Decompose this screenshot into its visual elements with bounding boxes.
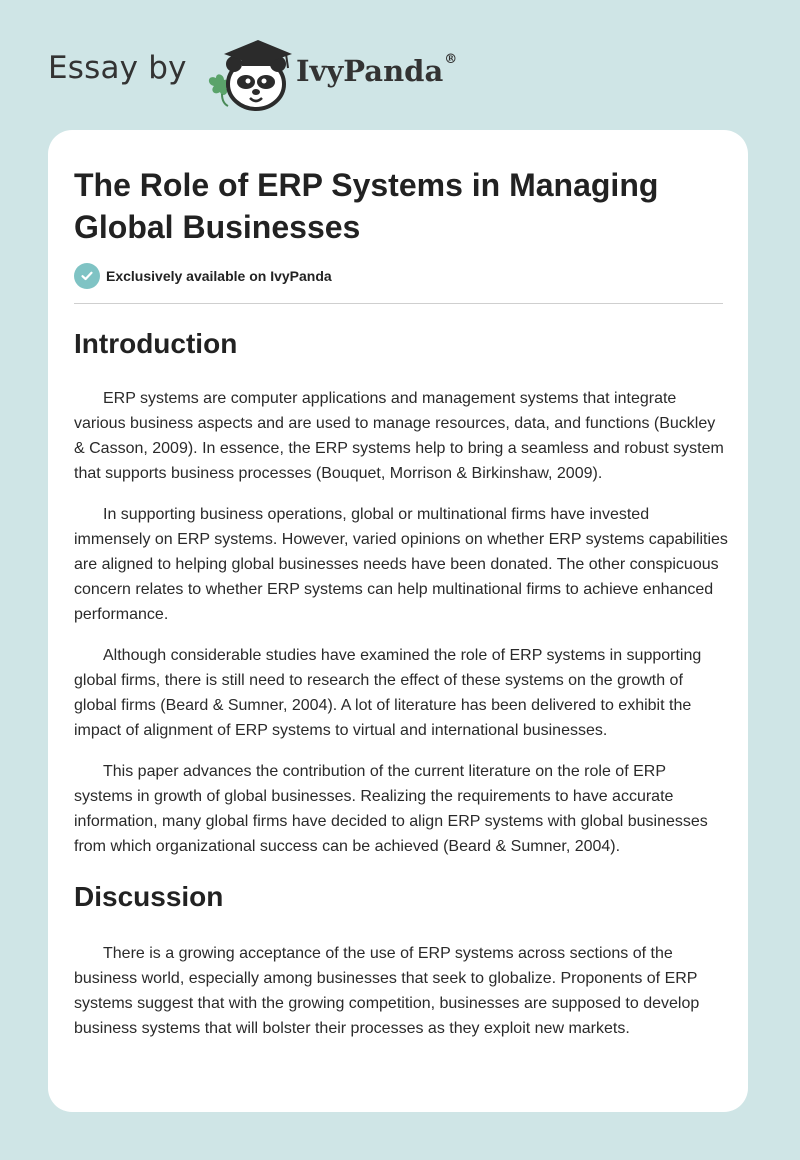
section-heading-introduction: Introduction	[74, 328, 238, 359]
brand-name[interactable]	[296, 54, 457, 88]
exclusive-label: Exclusively available on IvyPanda	[106, 268, 332, 284]
essay-body	[74, 320, 728, 1041]
exclusive-badge	[74, 262, 332, 290]
paragraph: There is a growing acceptance of the use of ERP systems across sections of the business world, especially among businesses that seek to globalize. Proponents of ERP systems suggest that with the growing competition, businesses are supposed to develop business systems that will bolster their processes as they exploit new markets.	[74, 945, 700, 1037]
title-divider	[74, 303, 723, 304]
paragraph: In supporting business operations, global or multinational firms have invested immensely on ERP systems. However, varied opinions on whether ERP systems capabilities are aligned to helping global businesses needs have been donated. The other conspicuous concern relates to whether ERP systems can help multinational firms to achieve enhanced performance.	[74, 506, 728, 623]
paragraph: This paper advances the contribution of the current literature on the role of ERP systems in growth of global businesses. Realizing the requirements to have accurate information, many global firms have decided to align ERP systems with global businesses from which organizational success can be achieved (Beard & Sumner, 2004).	[74, 763, 708, 855]
section-heading-discussion: Discussion	[74, 881, 224, 912]
brand-name-text: IvyPanda	[296, 54, 444, 88]
site-header	[48, 28, 608, 112]
paragraph: ERP systems are computer applications and management systems that integrate various business aspects and are used to manage resources, data, and functions (Buckley & Casson, 2009). In essence, the ERP systems help to bring a seamless and robust system that supports business processes (Bouquet, Morrison & Birkinshaw, 2009).	[74, 390, 724, 482]
paragraph: Although considerable studies have examined the role of ERP systems in supporting global firms, there is still need to research the effect of these systems on the growth of global firms (Beard & Sumner, 2004). A lot of literature has been delivered to exhibit the impact of alignment of ERP systems to virtual and international businesses.	[74, 647, 702, 739]
ivypanda-logo-icon[interactable]	[202, 34, 292, 112]
essay-by-label: Essay by	[48, 50, 187, 86]
check-icon	[74, 263, 100, 289]
essay-title: The Role of ERP Systems in Managing Global Businesses	[74, 167, 659, 245]
registered-mark: ®	[444, 52, 458, 67]
essay-card	[48, 130, 748, 1112]
